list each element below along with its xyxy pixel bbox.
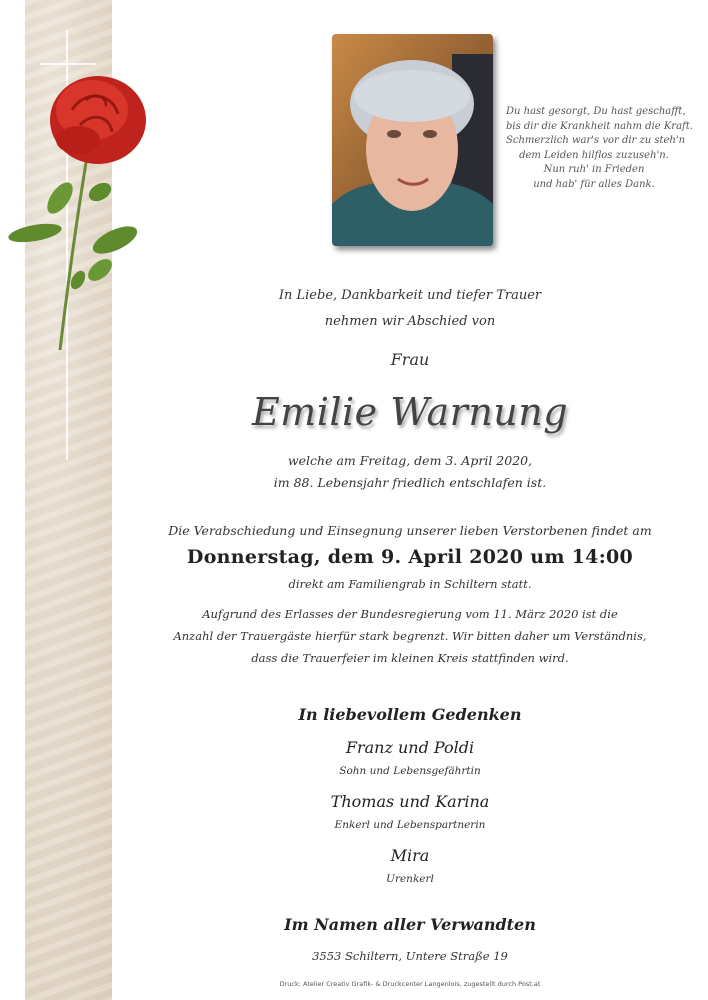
deceased-name: Emilie Warnung	[251, 390, 569, 434]
notice-line: Anzahl der Trauergäste hierfür stark begrenzt. Wir bitten daher um Verständnis,	[173, 629, 647, 643]
mourner-relation: Urenkerl	[386, 873, 434, 885]
printer-credit: Druck: Atelier Creativ Grafik- & Druckcenter Langenlois, zugestellt durch Post.at	[279, 980, 541, 988]
address: 3553 Schiltern, Untere Straße 19	[312, 949, 508, 963]
portrait-photo	[332, 34, 493, 246]
poem-line: Schmerzlich war's vor dir zu steh'n	[506, 135, 686, 146]
memorial-poem	[506, 105, 693, 192]
poem-line: und hab' für alles Dank.	[533, 178, 655, 190]
mourner-relation: Enkerl und Lebenspartnerin	[334, 819, 486, 831]
poem-line: Du hast gesorgt, Du hast geschafft,	[506, 106, 686, 117]
salutation: Frau	[390, 350, 430, 369]
ceremony-date: Donnerstag, dem 9. April 2020 um 14:00	[186, 546, 634, 568]
intro-line-1: In Liebe, Dankbarkeit und tiefer Trauer	[278, 288, 542, 303]
cross-horizontal-bar	[40, 63, 96, 65]
closing-line: Im Namen aller Verwandten	[284, 915, 536, 934]
ceremony-intro: Die Verabschiedung und Einsegnung unserer lieben Verstorbenen findet am	[168, 523, 652, 538]
poem-line: bis dir die Krankheit nahm die Kraft.	[506, 120, 693, 132]
mourner-name: Mira	[390, 846, 430, 865]
notice-line: dass die Trauerfeier im kleinen Kreis stattfinden wird.	[251, 651, 569, 665]
notice-line: Aufgrund des Erlasses der Bundesregierung vom 11. März 2020 ist die	[202, 607, 618, 621]
intro-line-2: nehmen wir Abschied von	[324, 314, 496, 329]
memory-heading: In liebevollem Gedenken	[298, 705, 522, 724]
mourner-name: Franz und Poldi	[345, 738, 475, 757]
mourner-name: Thomas und Karina	[330, 792, 490, 811]
ceremony-place: direkt am Familiengrab in Schiltern statt.	[288, 577, 532, 591]
poem-line: Nun ruh' in Frieden	[543, 164, 645, 175]
death-line-1: welche am Freitag, dem 3. April 2020,	[287, 453, 533, 468]
mourner-relation: Sohn und Lebensgefährtin	[339, 765, 481, 777]
poem-line: dem Leiden hilflos zuzuseh'n.	[519, 149, 669, 161]
death-line-2: im 88. Lebensjahr friedlich entschlafen ist.	[273, 475, 547, 490]
